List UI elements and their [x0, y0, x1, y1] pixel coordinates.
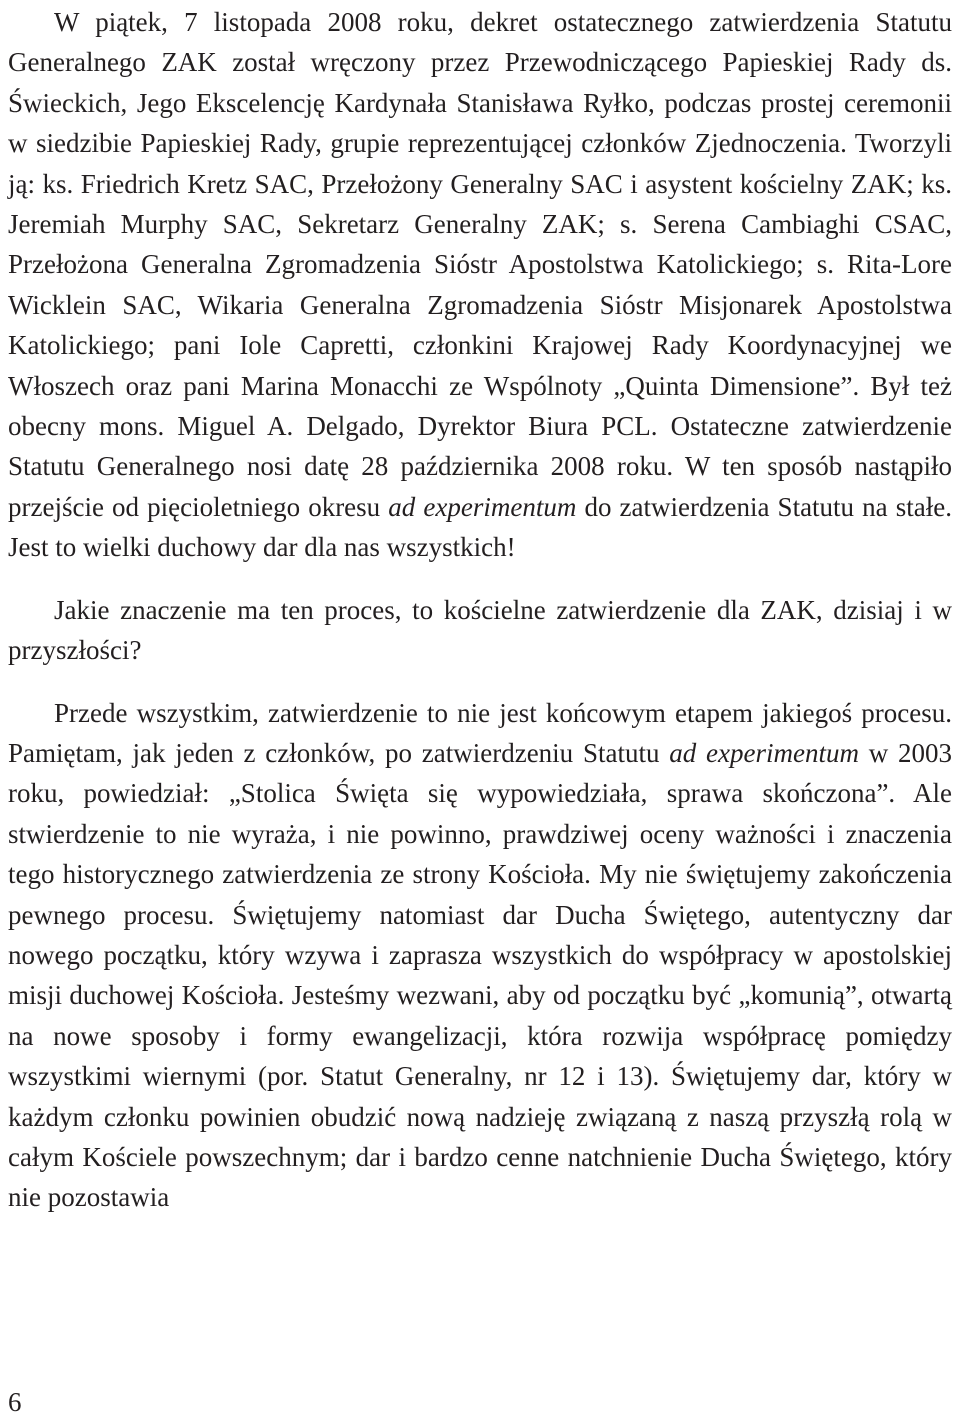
italic-phrase: ad experimentum: [669, 737, 859, 768]
paragraph-text: W piątek, 7 listopada 2008 roku, dekret ostatecznego zatwierdzenia Statutu Generalnego ZAK został wręczony przez Przewodniczącego Papieskiej Rady ds. Świeckich, Jego Ekscelencję Kardynała Stanisława Ryłko, podczas prostej ceremonii w siedzibie Papieskiej Rady, grupie reprezentującej członków Zjednoczenia. Tworzyli ją: ks. Friedrich Kretz SAC, Przełożony Generalny SAC i asystent kościelny ZAK; ks. Jeremiah Murphy SAC, Sekretarz Generalny ZAK; s. Serena Cambiaghi CSAC, Przełożona Generalna Zgromadzenia Sióstr Apostolstwa Katolickiego; s. Rita-Lore Wicklein SAC, Wikaria Generalna Zgromadzenia Sióstr Misjonarek Apostolstwa Katolickiego; pani Iole Capretti, członkini Krajowej Rady Koordynacyjnej we Włoszech oraz pani Marina Monacchi ze Wspólnoty „Quinta Dimensione”. Był też obecny mons. Miguel A. Delgado, Dyrektor Biura PCL. Ostateczne zatwierdzenie Statutu Generalnego nosi datę 28 października 2008 roku. W ten sposób nastąpiło przejście od pięcioletniego okresu: [8, 7, 952, 522]
page-number: 6: [8, 1387, 22, 1417]
paragraph-answer: [8, 693, 952, 1218]
paragraph-text: do zatwierdzenia Statutu na stałe. Jest to wielki duchowy dar dla nas wszystkich!: [8, 491, 952, 563]
paragraph-text: Jakie znaczenie ma ten proces, to kościelne zatwierdzenie dla ZAK, dzisiaj i w przyszłości?: [8, 594, 952, 666]
paragraph-text: Przede wszystkim, zatwierdzenie to nie jest końcowym etapem jakiegoś procesu. Pamiętam, jak jeden z członków, po zatwierdzeniu Statutu: [8, 697, 952, 768]
document-page: [8, 0, 952, 1424]
paragraph-question: [8, 590, 952, 671]
text-column: [8, 2, 952, 1218]
italic-phrase: ad experimentum: [388, 491, 577, 522]
paragraph-text: w 2003 roku, powiedział: „Stolica Święta się wypowiedziała, sprawa skończona”. Ale stwierdzenie to nie wyraża, i nie powinno, prawdziwej oceny ważności i znaczenia tego historycznego zatwierdzenia ze strony Kościoła. My nie świętujemy zakończenia pewnego procesu. Świętujemy natomiast dar Ducha Świętego, autentyczny dar nowego początku, który wzywa i zaprasza wszystkich do współpracy w apostolskiej misji duchowej Kościoła. Jesteśmy wezwani, aby od początku być „komunią”, otwartą na nowe sposoby i formy ewangelizacji, która rozwija współpracę pomiędzy wszystkimi wiernymi (por. Statut Generalny, nr 12 i 13). Świętujemy dar, który w każdym członku powinien obudzić nową nadzieję związaną z naszą przyszłą rolą w całym Kościele powszechnym; dar i bardzo cenne natchnienie Ducha Świętego, który nie pozostawia: [8, 737, 952, 1213]
paragraph-statute-approval: [8, 2, 952, 568]
